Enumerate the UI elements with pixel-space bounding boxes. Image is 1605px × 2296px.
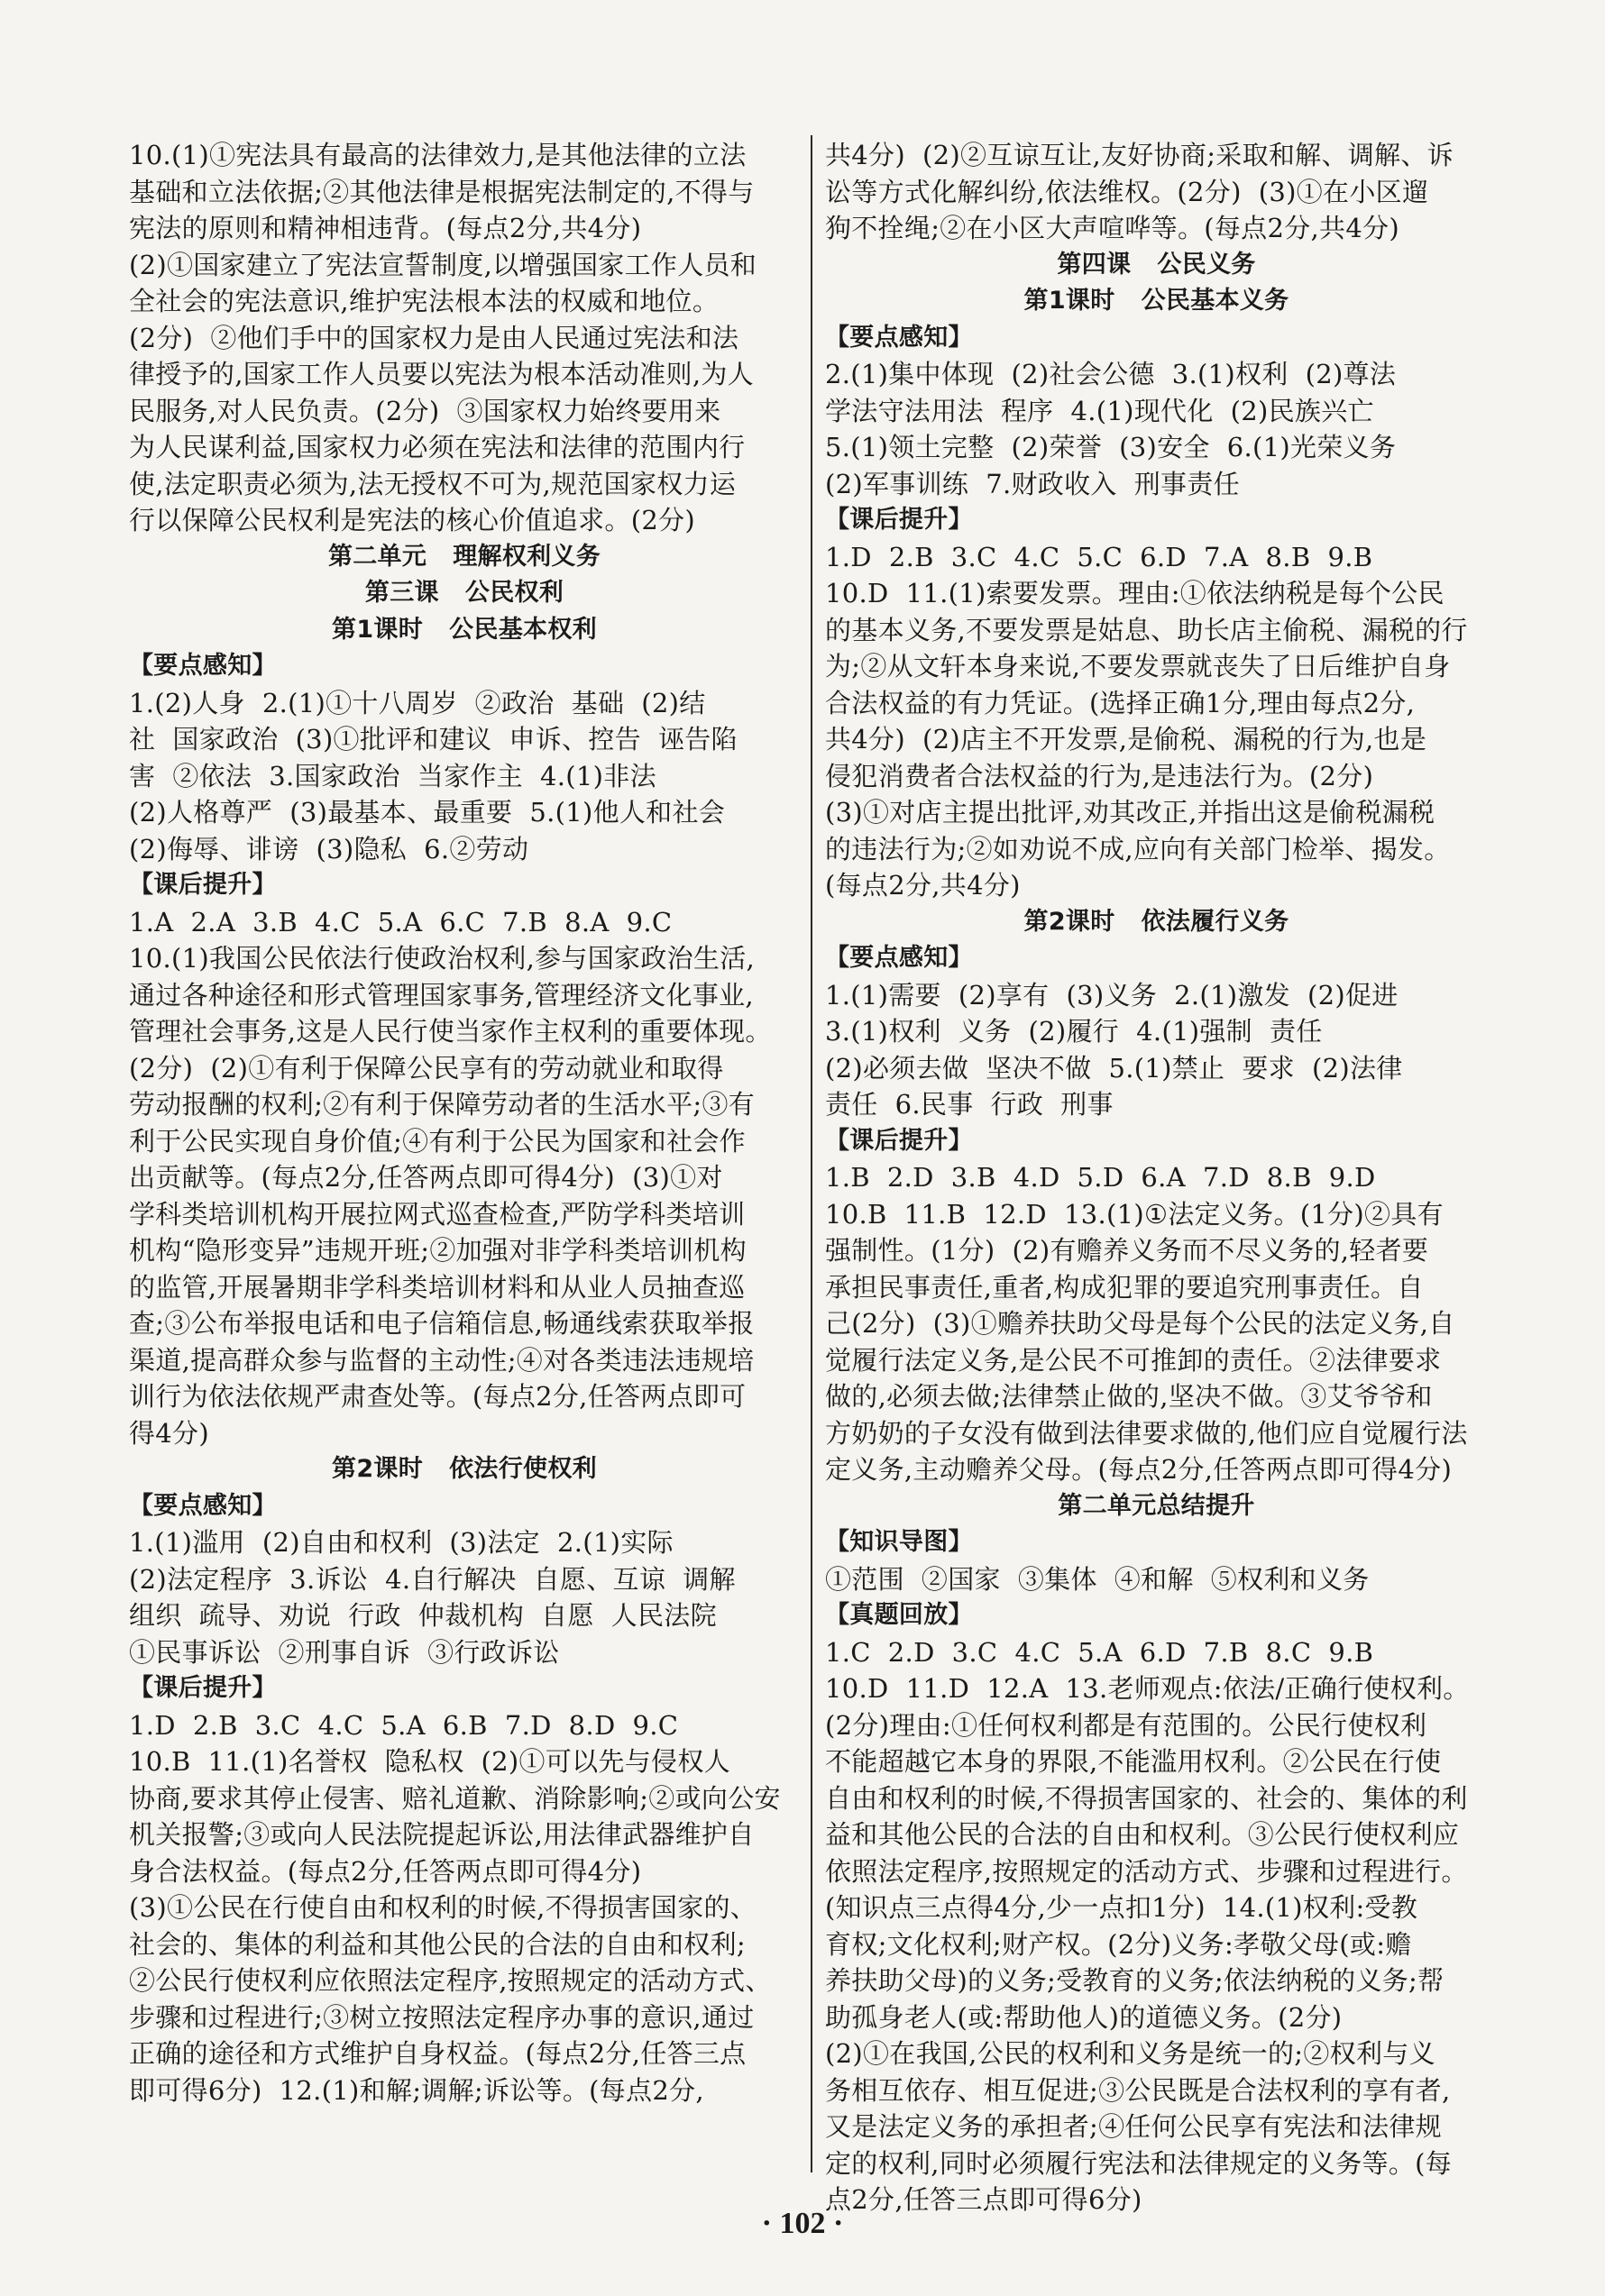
text-line: 1.(1)滥用 (2)自由和权利 (3)法定 2.(1)实际 — [129, 1527, 674, 1558]
text-line: 正确的途径和方式维护自身权益。(每点2分,任答三点 — [129, 2038, 747, 2069]
text-line: 步骤和过程进行;③树立按照法定程序办事的意识,通过 — [129, 2001, 755, 2033]
text-line: (2)侮辱、诽谤 (3)隐私 6.②劳动 — [129, 833, 529, 864]
text-line: 依照法定程序,按照规定的活动方式、步骤和过程进行。 — [825, 1855, 1468, 1887]
text-line: 训行为依法依规严肃查处等。(每点2分,任答两点即可 — [129, 1381, 747, 1412]
text-line: 1.B 2.D 3.B 4.D 5.D 6.A 7.D 8.B 9.D — [825, 1162, 1376, 1193]
text-line: 侵犯消费者合法权益的行为,是违法行为。(2分) — [825, 760, 1374, 791]
text-line: 的监管,开展暑期非学科类培训材料和从业人员抽查巡 — [129, 1271, 746, 1303]
text-line: 承担民事责任,重者,构成犯罪的要追究刑事责任。自 — [825, 1271, 1424, 1303]
heading: 第1课时 公民基本权利 — [332, 615, 597, 644]
text-line: 即可得6分) 12.(1)和解;调解;诉讼等。(每点2分, — [129, 2074, 704, 2106]
text-line: 不能超越它本身的界限,不能滥用权利。②公民在行使 — [825, 1746, 1442, 1777]
text-line: 民服务,对人民负责。(2分) ③国家权力始终要用来 — [129, 395, 721, 426]
text-line: 全社会的宪法意识,维护宪法根本法的权威和地位。 — [129, 286, 720, 316]
text-line: 方奶奶的子女没有做到法律要求做的,他们应自觉履行法 — [825, 1417, 1468, 1449]
text-line: 2.(1)集中体现 (2)社会公德 3.(1)权利 (2)尊法 — [825, 359, 1397, 389]
text-line: (2)①国家建立了宪法宣誓制度,以增强国家工作人员和 — [129, 249, 757, 280]
text-line: 务相互依存、相互促进;③公民既是合法权利的享有者, — [825, 2074, 1451, 2106]
heading: 第二单元总结提升 — [1058, 1491, 1255, 1520]
section-label: 【课后提升】 — [129, 871, 277, 899]
text-line: 10.(1)①宪法具有最高的法律效力,是其他法律的立法 — [129, 140, 747, 170]
section-label: 【课后提升】 — [129, 1674, 277, 1702]
text-line: (2分)理由:①任何权利都是有范围的。公民行使权利 — [825, 1709, 1427, 1741]
page-number: · 102 · — [761, 2207, 844, 2240]
text-line: (2分) ②他们手中的国家权力是由人民通过宪法和法 — [129, 322, 739, 353]
text-line: 共4分) (2)②互谅互让,友好协商;采取和解、调解、诉 — [825, 140, 1454, 170]
text-line: 育权;文化权利;财产权。(2分)义务:孝敬父母(或:赡 — [825, 1928, 1412, 1960]
text-line: (知识点三点得4分,少一点扣1分) 14.(1)权利:受教 — [825, 1892, 1418, 1923]
text-line: ①范围 ②国家 ③集体 ④和解 ⑤权利和义务 — [825, 1563, 1370, 1595]
text-line: 1.(2)人身 2.(1)①十八周岁 ②政治 基础 (2)结 — [129, 687, 706, 718]
text-line: 宪法的原则和精神相违背。(每点2分,共4分) — [129, 213, 642, 243]
text-line: 1.C 2.D 3.C 4.C 5.A 6.D 7.B 8.C 9.B — [825, 1636, 1374, 1668]
text-line: ①民事诉讼 ②刑事自诉 ③行政诉讼 — [129, 1636, 560, 1668]
text-line: 管理社会事务,这是人民行使当家作主权利的重要体现。 — [129, 1016, 772, 1047]
text-line: (2)人格尊严 (3)最基本、最重要 5.(1)他人和社会 — [129, 797, 726, 828]
section-label: 【要点感知】 — [129, 652, 277, 680]
text-line: 狗不拴绳;②在小区大声喧哗等。(每点2分,共4分) — [825, 213, 1400, 243]
text-line: 律授予的,国家工作人员要以宪法为根本活动准则,为人 — [129, 359, 754, 389]
text-line: 5.(1)领土完整 (2)荣誉 (3)安全 6.(1)光荣义务 — [825, 432, 1397, 462]
text-line: 助孤身老人(或:帮助他人)的道德义务。(2分) — [825, 2001, 1343, 2033]
text-line: 学科类培训机构开展拉网式巡查检查,严防学科类培训 — [129, 1198, 746, 1230]
text-line: 10.(1)我国公民依法行使政治权利,参与国家政治生活, — [129, 943, 756, 974]
section-label: 【真题回放】 — [825, 1601, 973, 1629]
text-line: 做的,必须去做;法律禁止做的,坚决不做。③艾爷爷和 — [825, 1381, 1433, 1412]
heading: 第二单元 理解权利义务 — [327, 542, 601, 571]
text-line: 为;②从文轩本身来说,不要发票就丧失了日后维护自身 — [825, 651, 1451, 681]
text-line: 机构“隐形变异”违规开班;②加强对非学科类培训机构 — [129, 1235, 747, 1266]
section-label: 【要点感知】 — [825, 323, 973, 352]
text-line: 10.D 11.(1)索要发票。理由:①依法纳税是每个公民 — [825, 578, 1444, 608]
text-line: 社会的、集体的利益和其他公民的合法的自由和权利; — [129, 1928, 746, 1960]
text-line: 10.B 11.B 12.D 13.(1)①法定义务。(1分)②具有 — [825, 1198, 1444, 1230]
heading: 第三课 公民权利 — [364, 579, 564, 607]
text-line: 10.D 11.D 12.A 13.老师观点:依法/正确行使权利。 — [825, 1673, 1470, 1704]
text-line: 得4分) — [129, 1417, 209, 1449]
left-column — [129, 137, 800, 2108]
text-line: 1.(1)需要 (2)享有 (3)义务 2.(1)激发 (2)促进 — [825, 979, 1399, 1011]
text-line: 定的权利,同时必须履行宪法和法律规定的义务等。(每 — [825, 2147, 1453, 2179]
text-line: (2)军事训练 7.财政收入 刑事责任 — [825, 468, 1240, 499]
heading: 第2课时 依法行使权利 — [332, 1455, 597, 1483]
text-line: ②公民行使权利应依照法定程序,按照规定的活动方式、 — [129, 1965, 772, 1996]
text-line: 通过各种途径和形式管理国家事务,管理经济文化事业, — [129, 979, 754, 1011]
text-line: (3)①对店主提出批评,劝其改正,并指出这是偷税漏税 — [825, 797, 1435, 828]
text-line: 点2分,任答三点即可得6分) — [825, 2184, 1142, 2215]
text-line: 合法权益的有力凭证。(选择正确1分,理由每点2分, — [825, 687, 1416, 718]
text-line: 组织 疏导、劝说 行政 仲裁机构 自愿 人民法院 — [129, 1600, 717, 1631]
text-line: 基础和立法依据;②其他法律是根据宪法制定的,不得与 — [129, 176, 755, 207]
text-line: 行以保障公民权利是宪法的核心价值追求。(2分) — [129, 505, 695, 535]
text-line: (2)必须去做 坚决不做 5.(1)禁止 要求 (2)法律 — [825, 1052, 1403, 1084]
text-line: 觉履行法定义务,是公民不可推卸的责任。②法律要求 — [825, 1344, 1442, 1376]
text-line: 学法守法用法 程序 4.(1)现代化 (2)民族兴亡 — [825, 395, 1374, 426]
heading: 第四课 公民义务 — [1057, 250, 1256, 279]
text-line: 1.D 2.B 3.C 4.C 5.C 6.D 7.A 8.B 9.B — [825, 541, 1373, 572]
text-line: 出贡献等。(每点2分,任答两点即可得4分) (3)①对 — [129, 1162, 723, 1193]
text-line: 为人民谋利益,国家权力必须在宪法和法律的范围内行 — [129, 432, 746, 462]
text-line: 讼等方式化解纠纷,依法维权。(2分) (3)①在小区遛 — [825, 176, 1429, 207]
text-line: 劳动报酬的权利;②有利于保障劳动者的生活水平;③有 — [129, 1089, 756, 1120]
text-line: 己(2分) (3)①赡养扶助父母是每个公民的法定义务,自 — [825, 1308, 1455, 1339]
text-line: 1.A 2.A 3.B 4.C 5.A 6.C 7.B 8.A 9.C — [129, 906, 673, 938]
text-line: 的基本义务,不要发票是姑息、助长店主偷税、漏税的行 — [825, 614, 1468, 645]
text-line: 害 ②依法 3.国家政治 当家作主 4.(1)非法 — [129, 760, 656, 791]
text-line: 查;③公布举报电话和电子信箱信息,畅通线索获取举报 — [129, 1308, 755, 1339]
section-label: 【课后提升】 — [825, 1126, 973, 1155]
text-line: 机关报警;③或向人民法院提起诉讼,用法律武器维护自 — [129, 1819, 755, 1850]
text-line: (3)①公民在行使自由和权利的时候,不得损害国家的、 — [129, 1892, 757, 1923]
text-line: 使,法定职责必须为,法无授权不可为,规范国家权力运 — [129, 468, 737, 499]
text-line: 利于公民实现自身价值;④有利于公民为国家和社会作 — [129, 1125, 746, 1157]
section-label: 【知识导图】 — [825, 1528, 973, 1556]
text-line: 强制性。(1分) (2)有赡养义务而不尽义务的,轻者要 — [825, 1235, 1429, 1266]
text-line: 协商,要求其停止侵害、赔礼道歉、消除影响;②或向公安 — [129, 1782, 781, 1814]
text-line: 定义务,主动赡养父母。(每点2分,任答两点即可得4分) — [825, 1454, 1453, 1485]
right-column — [825, 137, 1488, 2218]
text-line: 益和其他公民的合法的自由和权利。③公民行使权利应 — [825, 1819, 1460, 1850]
heading: 第2课时 依法履行义务 — [1023, 907, 1289, 936]
text-line: 渠道,提高群众参与监督的主动性;④对各类违法违规培 — [129, 1344, 755, 1376]
text-line: 又是法定义务的承担者;④任何公民享有宪法和法律规 — [825, 2111, 1442, 2142]
text-line: 养扶助父母)的义务;受教育的义务;依法纳税的义务;帮 — [825, 1965, 1444, 1996]
text-line: 身合法权益。(每点2分,任答两点即可得4分) — [129, 1855, 642, 1887]
text-line: 自由和权利的时候,不得损害国家的、社会的、集体的利 — [825, 1782, 1468, 1814]
text-line: (每点2分,共4分) — [825, 870, 1021, 901]
text-line: 的违法行为;②如劝说不成,应向有关部门检举、揭发。 — [825, 833, 1451, 864]
text-line: 1.D 2.B 3.C 4.C 5.A 6.B 7.D 8.D 9.C — [129, 1709, 679, 1741]
text-line: (2)法定程序 3.诉讼 4.自行解决 自愿、互谅 调解 — [129, 1563, 736, 1595]
heading: 第1课时 公民基本义务 — [1023, 287, 1289, 315]
text-line: 3.(1)权利 义务 (2)履行 4.(1)强制 责任 — [825, 1016, 1323, 1047]
section-label: 【课后提升】 — [825, 506, 973, 534]
text-line: 社 国家政治 (3)①批评和建议 申诉、控告 诬告陷 — [129, 724, 738, 755]
section-label: 【要点感知】 — [825, 944, 973, 972]
column-divider — [811, 135, 812, 2173]
text-line: 责任 6.民事 行政 刑事 — [825, 1089, 1114, 1120]
text-line: 10.B 11.(1)名誉权 隐私权 (2)①可以先与侵权人 — [129, 1746, 730, 1777]
text-line: (2分) (2)①有利于保障公民享有的劳动就业和取得 — [129, 1052, 724, 1084]
section-label: 【要点感知】 — [129, 1491, 277, 1520]
text-line: (2)①在我国,公民的权利和义务是统一的;②权利与义 — [825, 2038, 1435, 2069]
text-line: 共4分) (2)店主不开发票,是偷税、漏税的行为,也是 — [825, 724, 1427, 755]
